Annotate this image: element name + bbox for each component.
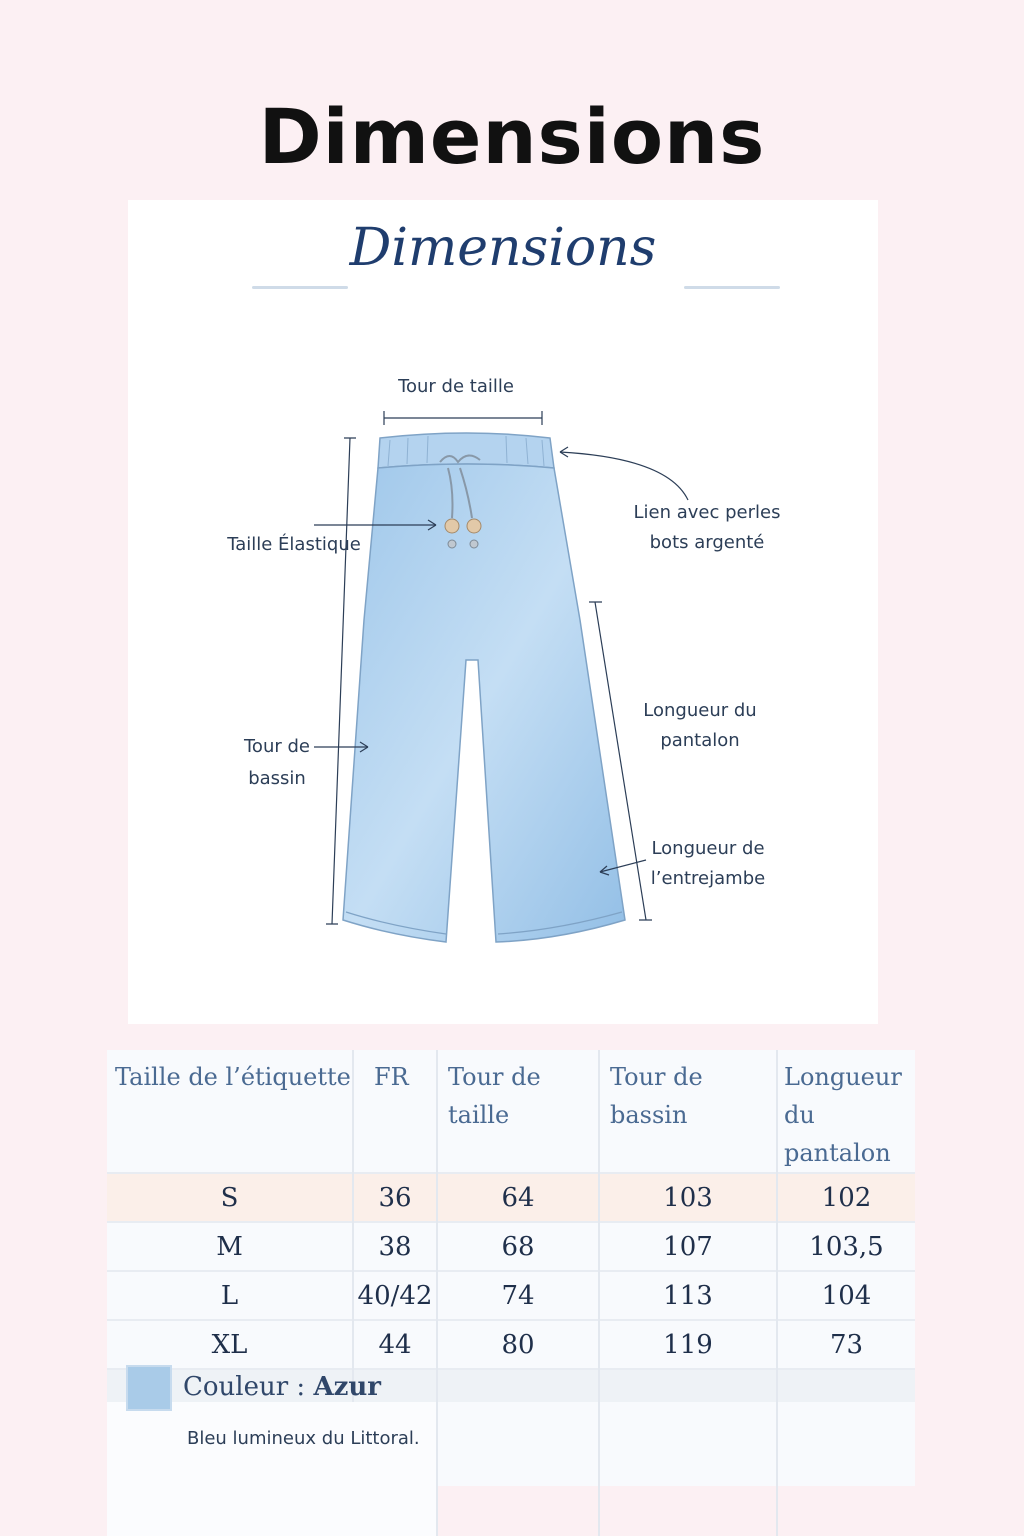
cell-waist: 80 (437, 1320, 599, 1369)
label-length-line1: Longueur du (643, 700, 757, 721)
table-footer-row (107, 1402, 915, 1536)
cell-waist: 74 (437, 1271, 599, 1320)
cell-size: XL (107, 1320, 353, 1369)
label-length-line2: pantalon (660, 730, 740, 751)
cell-fr: 40/42 (353, 1271, 437, 1320)
cell-hip: 107 (599, 1222, 777, 1271)
cell-hip: 103 (599, 1173, 777, 1222)
table-row (107, 1271, 915, 1320)
color-label (183, 1372, 381, 1402)
cell-size: L (107, 1271, 353, 1320)
header-hip: Tour de bassin (599, 1050, 777, 1173)
label-hip-line1: Tour de (244, 736, 310, 757)
label-waist: Tour de taille (398, 376, 514, 397)
color-label-prefix: Couleur : (183, 1372, 314, 1402)
table-row (107, 1222, 915, 1271)
card-title: Dimensions (349, 218, 657, 278)
label-length (630, 696, 770, 756)
label-tie-line2: bots argenté (649, 532, 765, 553)
label-tie-line1: Lien avec perles (633, 502, 781, 523)
cell-length: 104 (777, 1271, 915, 1320)
header-fr: FR (353, 1050, 437, 1173)
color-name: Azur (313, 1372, 382, 1402)
pants-illustration (128, 200, 878, 1024)
page-title: Dimensions (258, 92, 766, 181)
table-row (107, 1320, 915, 1369)
header-label-size: Taille de l’étiquette (107, 1050, 353, 1173)
cell-waist: 64 (437, 1173, 599, 1222)
label-hip-line2: bassin (248, 768, 306, 789)
label-inseam-line2: l’entrejambe (650, 868, 766, 889)
cell-fr: 44 (353, 1320, 437, 1369)
cell-length: 102 (777, 1173, 915, 1222)
color-swatch (126, 1365, 172, 1411)
cell-fr: 36 (353, 1173, 437, 1222)
header-length: Longueur du pantalon (784, 1063, 902, 1167)
label-inseam-line1: Longueur de (651, 838, 765, 859)
cell-hip: 113 (599, 1271, 777, 1320)
cell-size: S (107, 1173, 353, 1222)
label-inseam (638, 834, 778, 894)
size-table (107, 1050, 915, 1536)
label-tie (620, 498, 794, 558)
cell-length: 73 (777, 1320, 915, 1369)
size-table-panel (107, 1050, 915, 1486)
cell-hip: 119 (599, 1320, 777, 1369)
table-row (107, 1173, 915, 1222)
cell-fr: 38 (353, 1222, 437, 1271)
label-hip (224, 732, 330, 794)
header-waist: Tour de taille (437, 1050, 599, 1173)
color-description: Bleu lumineux du Littoral. (187, 1428, 420, 1449)
illustration-card (128, 200, 878, 1024)
cell-waist: 68 (437, 1222, 599, 1271)
cell-length: 103,5 (777, 1222, 915, 1271)
table-header-row (107, 1050, 915, 1173)
label-elastic: Taille Élastique (227, 534, 361, 555)
cell-size: M (107, 1222, 353, 1271)
